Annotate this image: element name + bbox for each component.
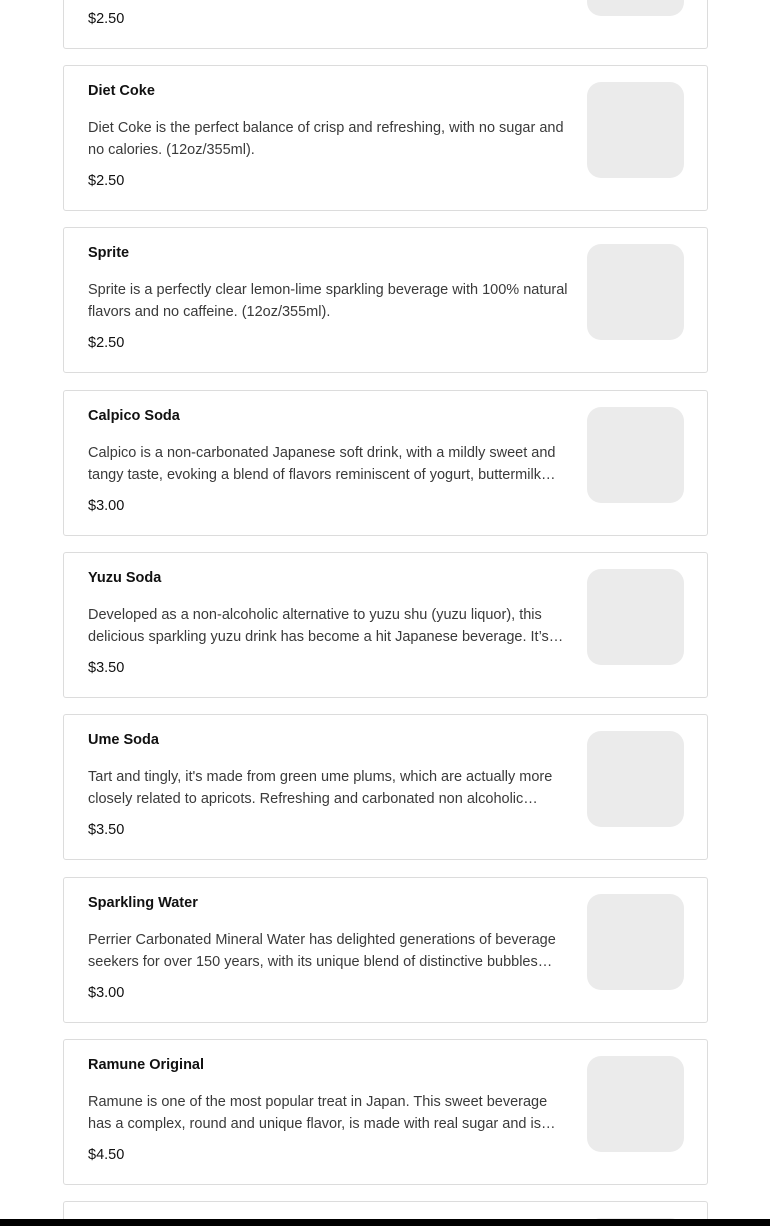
- menu-item-price: $3.00: [88, 985, 125, 1001]
- menu-item-name: Sparkling Water: [88, 895, 198, 911]
- menu-item-card[interactable]: [63, 552, 708, 698]
- menu-item-card[interactable]: [63, 877, 708, 1023]
- menu-item-name: Diet Coke: [88, 83, 155, 99]
- menu-item-description: Sprite is a perfectly clear lemon-lime sparkling beverage with 100% natural flavors and no caffeine. (12oz/355ml).: [88, 282, 568, 320]
- menu-item-price: $2.50: [88, 173, 125, 189]
- menu-item-name: Yuzu Soda: [88, 570, 162, 586]
- menu-item-price: $2.50: [88, 11, 125, 27]
- menu-item-description: Diet Coke is the perfect balance of crisp and refreshing, with no sugar and no calories. (12oz/355ml).: [88, 120, 564, 158]
- menu-item-price: $3.50: [88, 660, 125, 676]
- menu-item-card[interactable]: [63, 390, 708, 536]
- menu-item-price: $4.50: [88, 1147, 125, 1163]
- menu-item-card[interactable]: [63, 227, 708, 373]
- menu-item-description: Perrier Carbonated Mineral Water has delighted generations of beverage seekers for over 150 years, with its unique blend of distinctive bubbles…: [88, 932, 556, 970]
- menu-item-card[interactable]: [63, 1039, 708, 1185]
- menu-item-name: Calpico Soda: [88, 408, 180, 424]
- menu-item-description: Calpico is a non-carbonated Japanese soft drink, with a mildly sweet and tangy taste, evoking a blend of flavors reminiscent of yogurt, buttermilk…: [88, 445, 556, 483]
- menu-item-card[interactable]: [63, 714, 708, 860]
- menu-item-price: $3.50: [88, 822, 125, 838]
- menu-item-description: Developed as a non-alcoholic alternative to yuzu shu (yuzu liquor), this delicious sparkling yuzu drink has become a hit Japanese beverage. It’s…: [88, 607, 564, 645]
- bottom-edge-bar: [0, 1219, 770, 1226]
- menu-item-image-placeholder: [587, 407, 684, 503]
- menu-item-price: $2.50: [88, 335, 125, 351]
- menu-item-price: $3.00: [88, 498, 125, 514]
- menu-item-card[interactable]: [63, 0, 708, 49]
- menu-item-description: Tart and tingly, it's made from green ume plums, which are actually more closely related to apricots. Refreshing and carbonated non alcoholic…: [88, 769, 553, 807]
- menu-item-name: Sprite: [88, 245, 130, 261]
- menu-item-image-placeholder: [587, 244, 684, 340]
- menu-item-image-placeholder: [587, 569, 684, 665]
- menu-item-image-placeholder: [587, 894, 684, 990]
- menu-item-image-placeholder: [587, 731, 684, 827]
- menu-item-card[interactable]: [63, 65, 708, 211]
- menu-item-image-placeholder: [587, 82, 684, 178]
- menu-item-name: Ume Soda: [88, 732, 159, 748]
- menu-item-image-placeholder: [587, 1056, 684, 1152]
- menu-item-description: Ramune is one of the most popular treat in Japan. This sweet beverage has a complex, round and unique flavor, is made with real sugar and is…: [88, 1094, 556, 1132]
- menu-item-image-placeholder: [587, 0, 684, 16]
- menu-item-name: Ramune Original: [88, 1057, 205, 1073]
